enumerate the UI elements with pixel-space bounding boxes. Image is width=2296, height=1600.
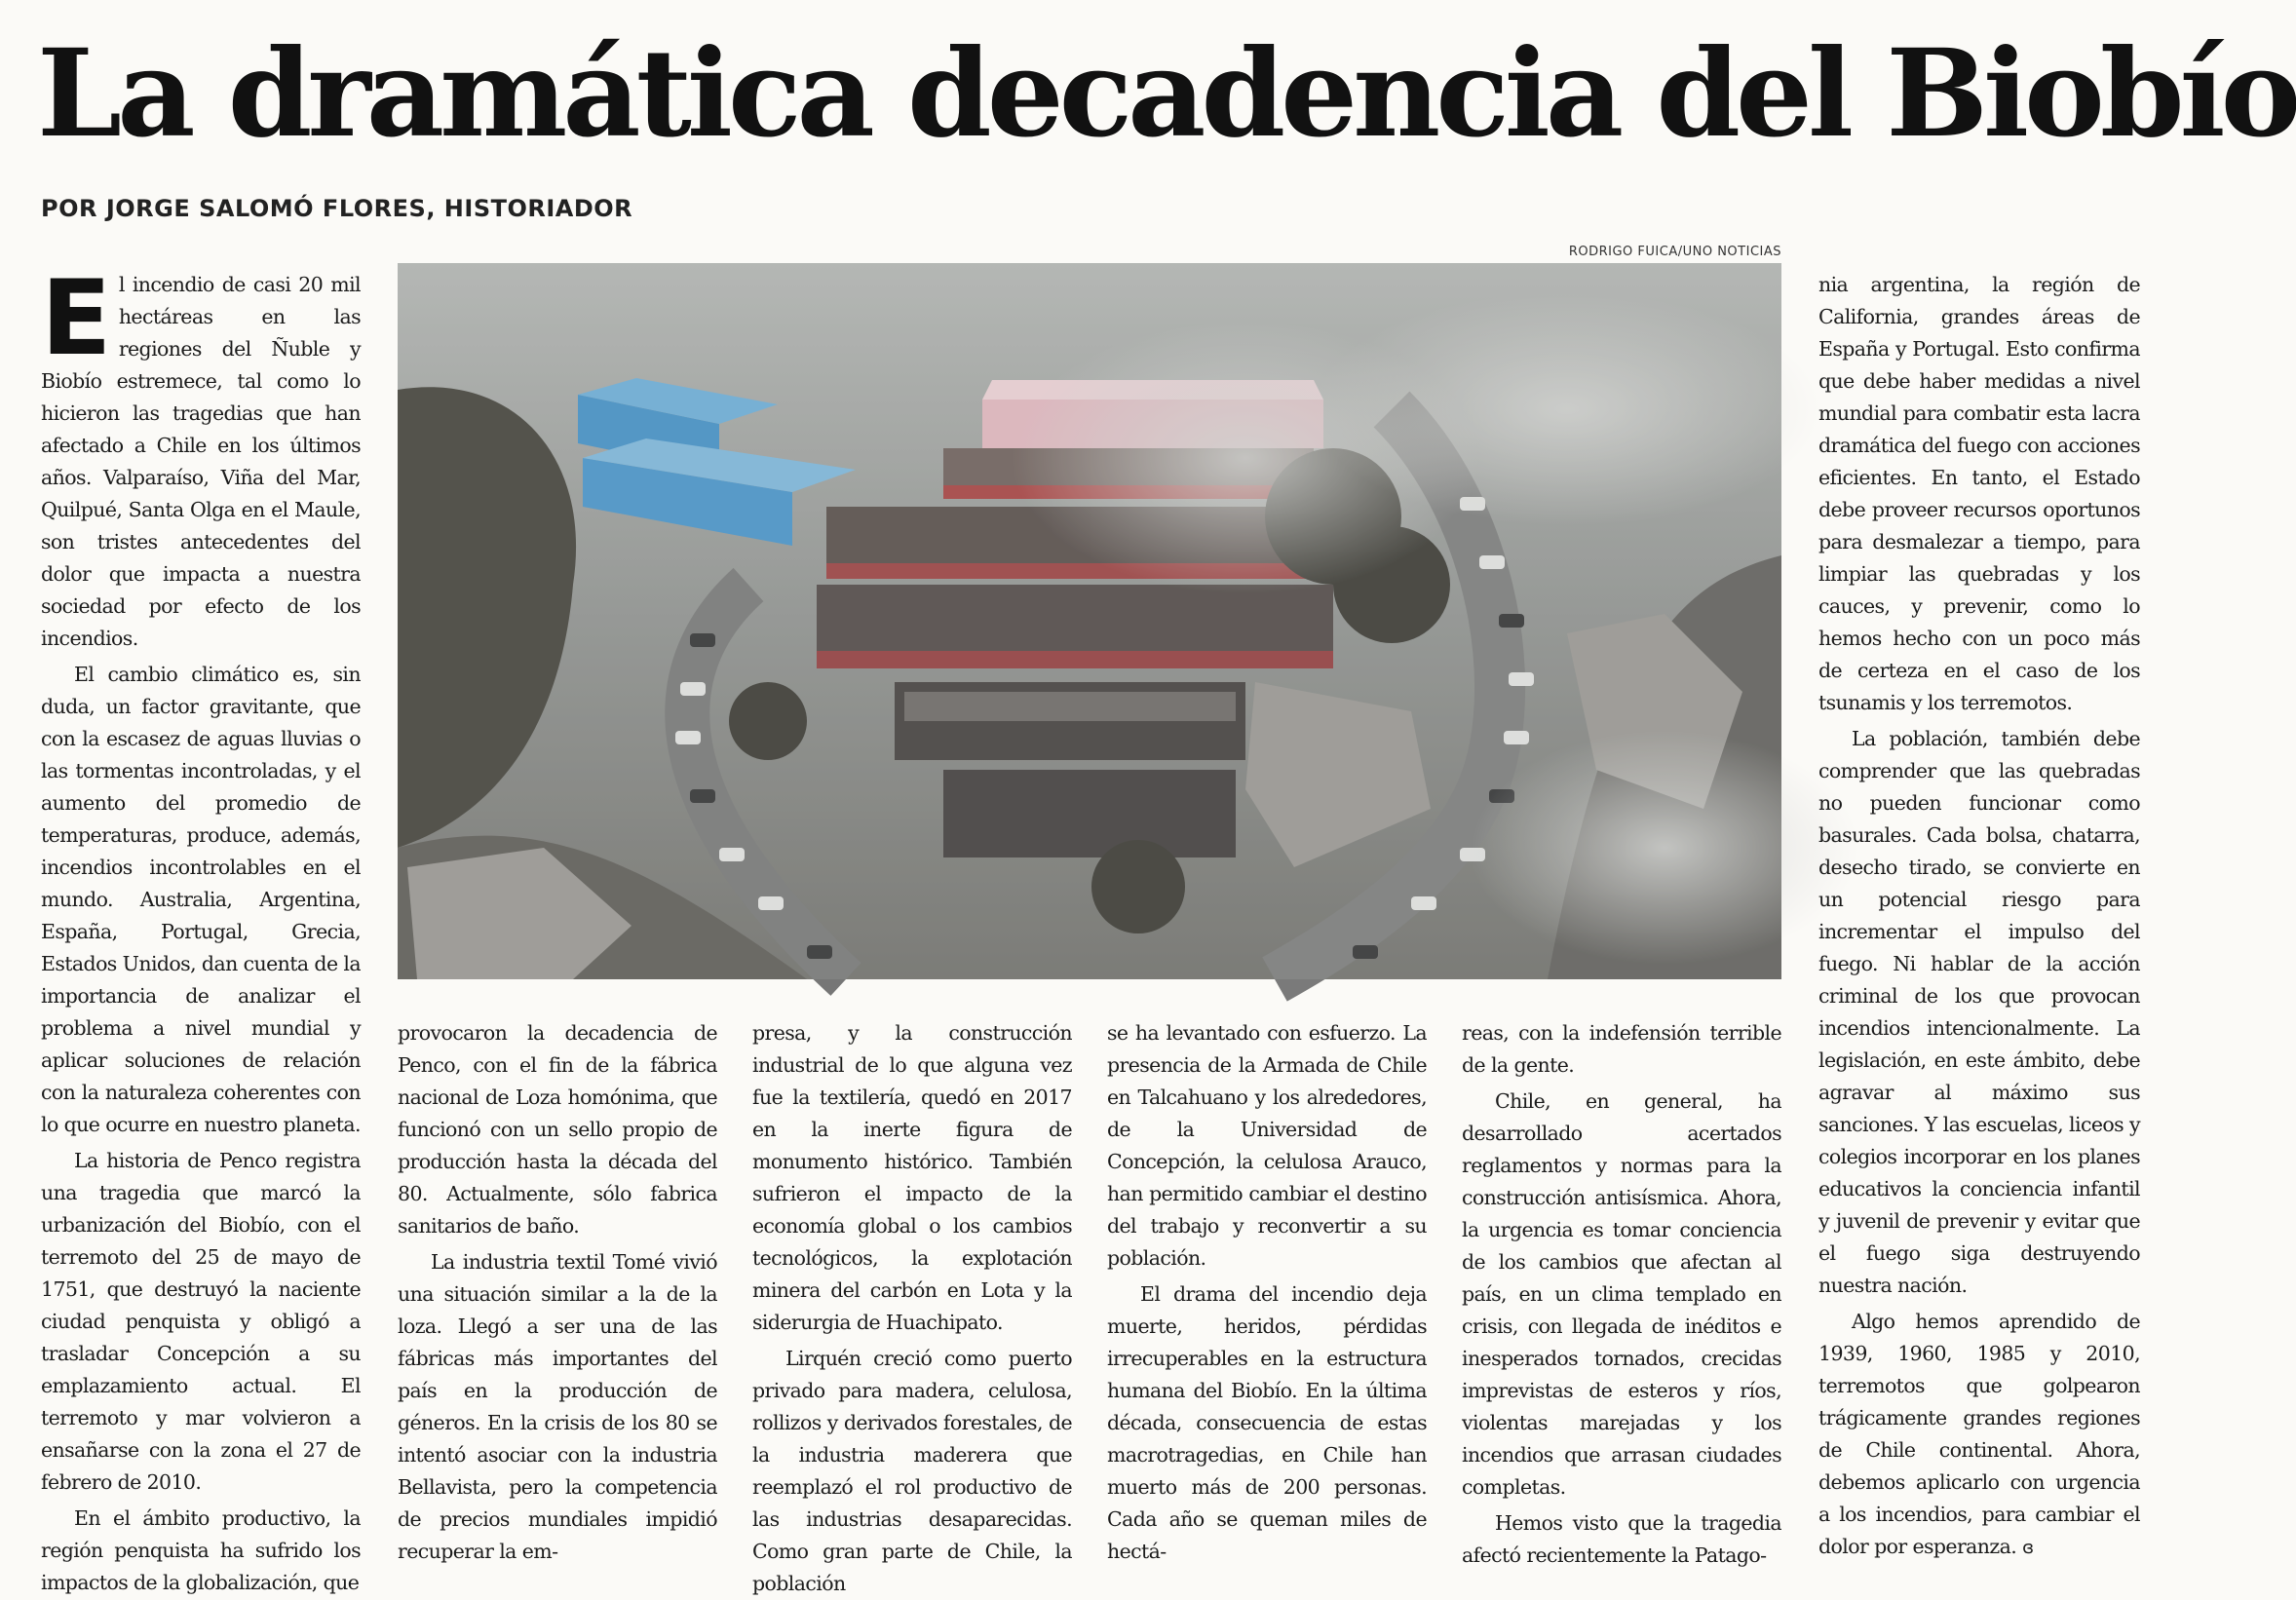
aerial-fire-photo [398, 263, 1781, 979]
photo-credit: RODRIGO FUICA/UNO NOTICIAS [1568, 245, 1781, 259]
article-paragraph: La industria textil Tomé vivió una situación similar a la de la loza. Llegó a ser una de las fábricas más importantes del país en la producción de géneros. En la crisis de los 80 se intentó asociar con la industria Bellavista, pero la competencia de precios mundiales impidió recuperar la em- [398, 1250, 717, 1563]
article-paragraph: presa, y la construcción industrial de lo que alguna vez fue la textilería, quedó en 2017 en la inerte figura de monumento histórico. También sufrieron el impacto de la economía global o los cambios tecnológicos, la explotación minera del carbón en Lota y la siderurgia de Huachipato. [752, 1021, 1072, 1334]
article-column-5 [1462, 1017, 1781, 1567]
article-paragraph: El cambio climático es, sin duda, un factor gravitante, que con la escasez de aguas lluvias o las tormentas incontroladas, y el aumento del promedio de temperaturas, produce, además, incendios incontrolables en el mundo. Australia, Argentina, España, Portugal, Grecia, Estados Unidos, dan cuenta de la importancia de analizar el problema a nivel mundial y aplicar soluciones de relación con la naturaleza coherentes con lo que ocurre en nuestro planeta. [41, 663, 361, 1136]
article-paragraph: El drama del incendio deja muerte, heridos, pérdidas irrecuperables en la estructura humana del Biobío. En la última década, consecuencia de estas macrotragedias, en Chile han muerto más de 200 personas. Cada año se queman miles de hectá- [1107, 1282, 1427, 1563]
end-mark-icon: ɞ [2022, 1538, 2034, 1558]
article-paragraph: Hemos visto que la tragedia afectó recientemente la Patago- [1462, 1511, 1781, 1567]
article-paragraph: En el ámbito productivo, la región penquista ha sufrido los impactos de la globalización, que [41, 1506, 361, 1594]
haze-overlay [398, 263, 1781, 979]
article-paragraph: El incendio de casi 20 mil hectáreas en las regiones del Ñuble y Biobío estremece, tal como lo hicieron las tragedias que han afectado a Chile en los últimos años. Valparaíso, Viña del Mar, Quilpué, Santa Olga en el Maule, son tristes antecedentes del dolor que impacta a nuestra sociedad por efecto de los incendios. [41, 258, 361, 650]
article-paragraph: nia argentina, la región de California, grandes áreas de España y Portugal. Esto confirma que debe haber medidas a nivel mundial para combatir esta lacra dramática del fuego con acciones eficientes. En tanto, el Estado debe proveer recursos oportunos para desmalezar a tiempo, para limpiar las quebradas y los cauces, y prevenir, como lo hemos hecho con un poco más de certeza en el caso de los tsunamis y los terremotos. [1818, 273, 2140, 714]
aerial-fire-photo-drawing [398, 263, 1781, 979]
article-paragraph: provocaron la decadencia de Penco, con el fin de la fábrica nacional de Loza homónima, que funcionó con un sello propio de producción hasta la década del 80. Actualmente, sólo fabrica sanitarios de baño. [398, 1021, 717, 1238]
article-column-4 [1107, 1017, 1427, 1563]
article-column-6 [1818, 269, 2140, 1558]
article-paragraph: La población, también debe comprender que las quebradas no pueden funcionar como basurales. Cada bolsa, chatarra, desecho tirado, se convierte en un potencial riesgo para incrementar el impulso del fuego. Ni hablar de la acción criminal de los que provocan incendios intencionalmente. La legislación, en este ámbito, debe agravar al máximo sus sanciones. Y las escuelas, liceos y colegios incorporar en los planes educativos la conciencia infantil y juvenil de prevenir y evitar que el fuego siga destruyendo nuestra nación. [1818, 727, 2140, 1297]
drop-cap: E [41, 258, 111, 378]
article-paragraph: reas, con la indefensión terrible de la gente. [1462, 1021, 1781, 1077]
article-paragraph: Chile, en general, ha desarrollado acertados reglamentos y normas para la construcción antisísmica. Ahora, la urgencia es tomar conciencia de los cambios que afectan al país, en un clima templado en crisis, con llegada de inéditos e inesperados tornados, crecidas imprevistas de esteros y ríos, violentas marejadas y los incendios que arrasan ciudades completas. [1462, 1089, 1781, 1499]
article-paragraph: se ha levantado con esfuerzo. La presencia de la Armada de Chile en Talcahuano y los alrededores, de la Universidad de Concepción, la celulosa Arauco, han permitido cambiar el destino del trabajo y reconvertir a su población. [1107, 1021, 1427, 1270]
article-column-1 [41, 258, 361, 1594]
article-column-3 [752, 1017, 1072, 1595]
byline: POR JORGE SALOMÓ FLORES, HISTORIADOR [41, 195, 633, 222]
article-column-2 [398, 1017, 717, 1563]
article-paragraph: Algo hemos aprendido de 1939, 1960, 1985 y 2010, terremotos que golpearon trágicamente grandes regiones de Chile continental. Ahora, debemos aplicarlo con urgencia a los incendios, para cambiar el dolor por esperanza. ɞ [1818, 1310, 2140, 1558]
article-paragraph: La historia de Penco registra una tragedia que marcó la urbanización del Biobío, con el terremoto del 25 de mayo de 1751, que destruyó la naciente ciudad penquista y obligó a trasladar Concepción a su emplazamiento actual. El terremoto y mar volvieron a ensañarse con la zona el 27 de febrero de 2010. [41, 1149, 361, 1494]
article-paragraph: Lirquén creció como puerto privado para madera, celulosa, rollizos y derivados forestales, de la industria maderera que reemplazó el rol productivo de las industrias desaparecidas. Como gran parte de Chile, la población [752, 1347, 1072, 1595]
headline: La dramática decadencia del Biobío [37, 23, 2296, 165]
